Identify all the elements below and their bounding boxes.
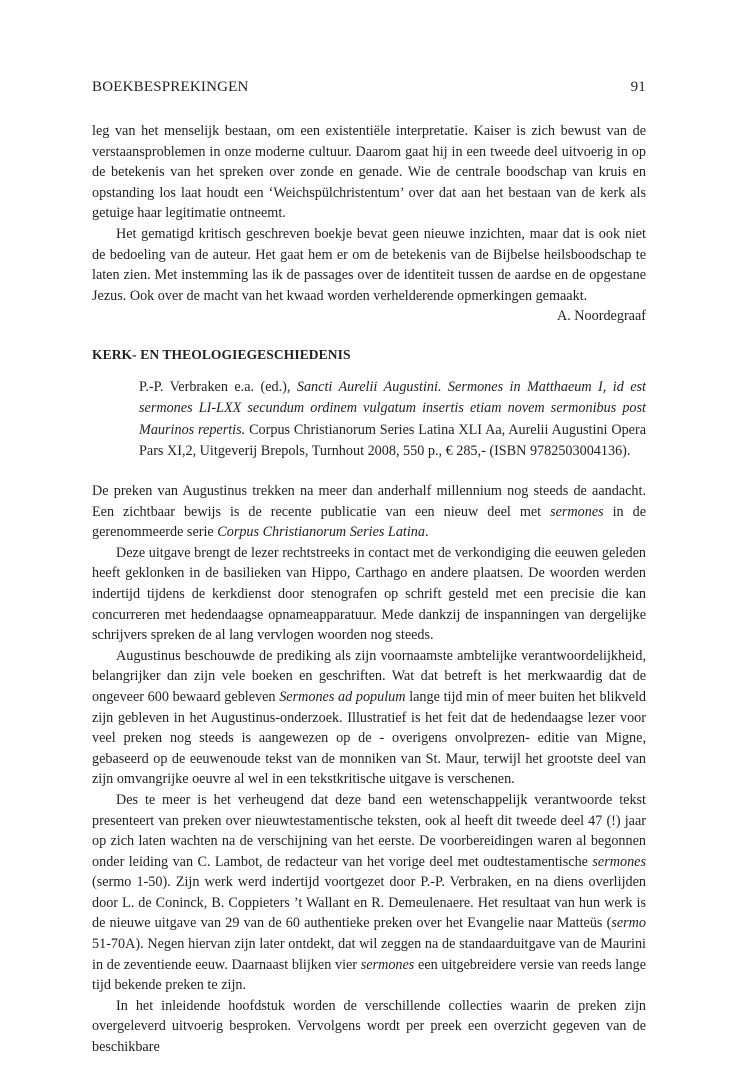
page-number: 91 xyxy=(630,79,646,95)
book-title: Sancti Aurelii Augustini. Sermones in Matthaeum I, id est sermones LI-LXX secundum ordinem vulgatum insertis etiam novem sermonibus post Maurinos repertis. xyxy=(139,379,646,438)
text-run: Des te meer is het verheugend dat deze band een wetenschappelijk verantwoorde tekst presenteert van preken over nieuwtestamentische teksten, ook al heeft dit tweede deel 47 (!) jaar op zich laten wachten na de verschijning van het eerste. De voorbereidingen waren al begonnen onder leiding van C. Lambot, de redacteur van het vorige deel met oudtestamentische xyxy=(92,791,646,870)
italic-term: sermones xyxy=(360,956,415,973)
paragraph xyxy=(92,646,646,790)
section-heading: KERK- EN THEOLOGIEGESCHIEDENIS xyxy=(92,347,351,362)
text-run: een uitgebreidere versie van reeds lange tijd bekende preken te zijn. xyxy=(92,956,647,994)
text-run: . xyxy=(425,524,429,541)
text-run: 51-70A). Negen hiervan zijn later ontdekt, dat wil zeggen na de standaarduitgave van de Maurini in de zeventiende eeuw. Daarnaast blijken vier xyxy=(92,936,646,973)
text-run: in de gerenommeerde serie xyxy=(92,503,646,541)
reviewer-signature: A. Noordegraaf xyxy=(556,308,646,325)
bibliographic-entry xyxy=(139,377,646,463)
book-editors: P.-P. Verbraken e.a. (ed.), xyxy=(139,379,297,395)
paragraph xyxy=(92,790,646,996)
review-body xyxy=(92,481,646,1058)
text-run: De preken van Augustinus trekken na meer dan anderhalf millennium nog steeds de aandacht. Een zichtbaar bewijs is de recente publicatie van een nieuw deel met xyxy=(92,483,646,520)
italic-term: Corpus Christianorum Series Latina xyxy=(217,524,425,541)
paragraph xyxy=(92,481,646,543)
book-publication-details: Corpus Christianorum Series Latina XLI Aa, Aurelii Augustini Opera Pars XI,2, Uitgeverij Brepols, Turnhout 2008, 550 p., € 285,- (ISBN 9782503004136). xyxy=(139,421,646,460)
bibliographic-text xyxy=(139,377,646,463)
paragraph: In het inleidende hoofdstuk worden de verschillende collecties waarin de preken zijn overgeleverd uitvoerig besproken. Vervolgens wordt per preek een overzicht gegeven van de beschikbare xyxy=(92,997,646,1056)
italic-term: Sermones ad populum xyxy=(279,688,406,705)
paragraph: Het gematigd kritisch geschreven boekje bevat geen nieuwe inzichten, maar dat is ook niet de bedoeling van de auteur. Het gaat hem er om de betekenis van de Bijbelse heilsboodschap te laten zien. Met instemming las ik de passages over de identiteit tussen de aardse en de opgestane Jezus. Ook over de macht van het kwaad worden verhelderende opmerkingen gemaakt. xyxy=(92,225,646,304)
italic-term: sermo xyxy=(611,915,646,932)
text-run: lange tijd min of meer buiten het blikveld zijn gebleven in het Augustinus-onderzoek. Illustratief is het feit dat de hedendaagse lezer voor veel preken nog steeds is aangewezen op de - overigens onvolprezen- editie van Migne, gebaseerd op de eeuwenoude tekst van de monniken van St. Maur, terwijl het grootste deel van zijn omvangrijke oeuvre al wel in een tekstkritische uitgave is verschenen. xyxy=(92,688,647,788)
previous-review-ending xyxy=(92,121,646,327)
text-run: (sermo 1-50). Zijn werk werd indertijd voortgezet door P.-P. Verbraken, en na diens overlijden door L. de Coninck, B. Coppieters ’t Wallant en R. Demeulenaere. Het resultaat van hun werk is de nieuwe uitgave van 29 van de 60 authentieke preken over het Evangelie naar Matteüs ( xyxy=(92,874,646,932)
italic-term: sermones xyxy=(592,853,646,870)
text-run: Augustinus beschouwde de prediking als zijn voornaamste ambtelijke verantwoordelijkheid, belangrijker dan zijn vele boeken en geschriften. Wat dat betreft is het merkwaardig dat de ongeveer 600 bewaard gebleven xyxy=(92,647,646,705)
paragraph: leg van het menselijk bestaan, om een existentiële interpretatie. Kaiser is zich bewust van de verstaansproblemen in onze moderne cultuur. Daarom gaat hij in een tweede deel uitvoerig in op de betekenis van het spreken over zonde en genade. Wie de centrale boodschap van kruis en opstanding los laat houdt een ‘Weichspülchristentum’ over dat aan het bestaan van de kerk als getuige haar legitimatie ontneemt. xyxy=(92,123,646,222)
running-title: BOEKBESPREKINGEN xyxy=(92,79,249,95)
italic-term: sermones xyxy=(550,503,604,520)
paragraph: Deze uitgave brengt de lezer rechtstreeks in contact met de verkondiging die eeuwen geleden heeft geklonken in de basilieken van Hippo, Carthago en andere plaatsen. De woorden werden indertijd tijdens de kerkdienst door stenografen op schrift gesteld met een precisie die kan concurreren met hedendaagse opnameapparatuur. Mede dankzij de inspanningen van dergelijke schrijvers spreken de al lang vervlogen woorden nog steeds. xyxy=(92,544,646,644)
